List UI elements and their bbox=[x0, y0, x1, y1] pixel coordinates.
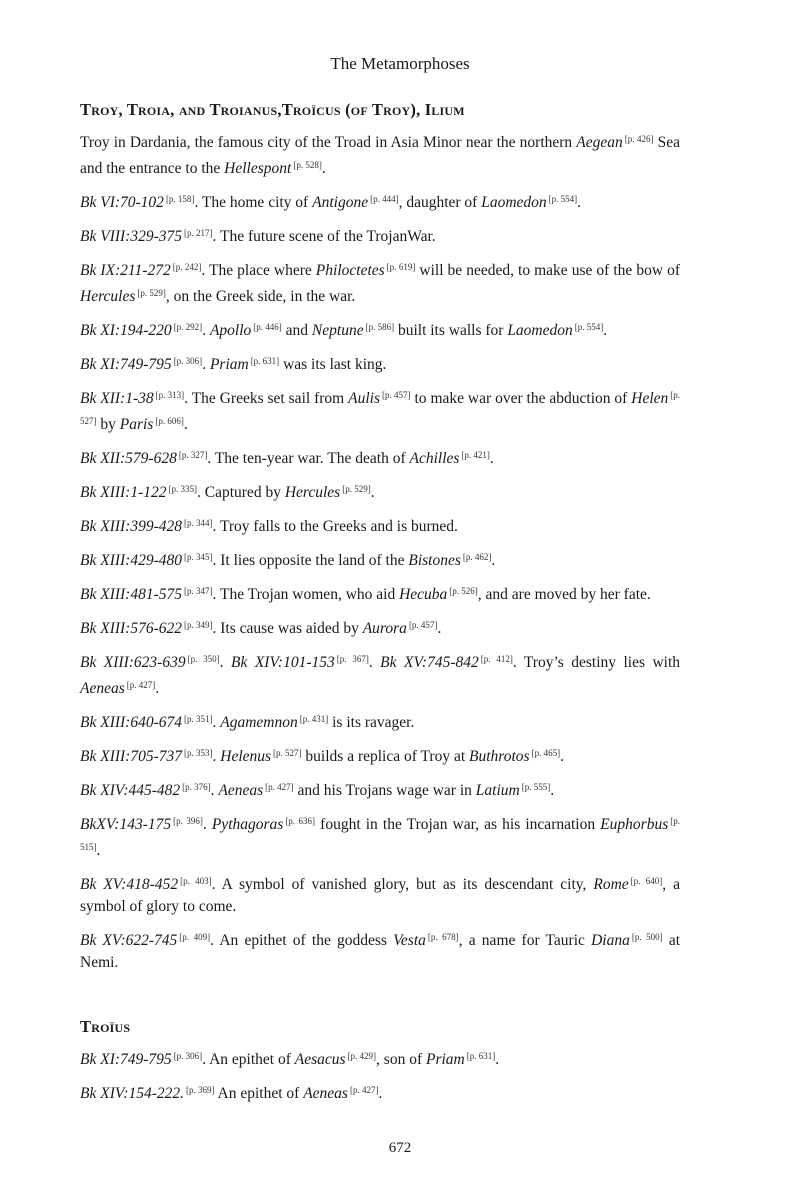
entry-text: builds a replica of Troy at bbox=[301, 748, 470, 765]
page-reference[interactable]: [p. 369] bbox=[186, 1085, 215, 1095]
book-reference-link[interactable]: Bk XIII:429-480 bbox=[80, 552, 182, 569]
entry-text: , daughter of bbox=[398, 194, 482, 211]
page-reference[interactable]: [p. 606] bbox=[155, 416, 184, 426]
entry-paragraph bbox=[80, 222, 680, 248]
page-reference[interactable]: [p. 367] bbox=[336, 654, 369, 664]
cross-reference-link[interactable]: Aesacus bbox=[294, 1051, 346, 1068]
entry-text: . bbox=[489, 450, 494, 467]
entry-text: . The future scene of the TrojanWar. bbox=[212, 228, 436, 245]
page-reference[interactable]: [p. 527] bbox=[80, 390, 681, 426]
entry-paragraph bbox=[80, 1045, 680, 1071]
cross-reference-link[interactable]: Philoctetes bbox=[315, 262, 385, 279]
cross-reference-link[interactable]: Hercules bbox=[80, 288, 136, 305]
entry-text: . bbox=[96, 842, 101, 859]
cross-reference-link[interactable]: Paris bbox=[119, 416, 154, 433]
cross-reference-link[interactable]: Aeneas bbox=[80, 680, 125, 697]
entry-text: . A symbol of vanished glory, but as its descendant city, bbox=[211, 876, 594, 893]
cross-reference-link[interactable]: Buthrotos bbox=[469, 748, 530, 765]
page-reference[interactable]: [p. 403] bbox=[180, 876, 212, 886]
book-reference-link[interactable]: Bk VIII:329-375 bbox=[80, 228, 182, 245]
page-reference[interactable]: [p. 349] bbox=[184, 620, 213, 630]
entry-paragraph bbox=[80, 444, 680, 470]
page-reference[interactable]: [p. 528] bbox=[293, 160, 322, 170]
entry-text: is its ravager. bbox=[328, 714, 415, 731]
entry-paragraph bbox=[80, 1079, 680, 1105]
cross-reference-link[interactable]: Euphorbus bbox=[600, 816, 669, 833]
page-reference[interactable]: [p. 431] bbox=[299, 714, 329, 724]
entry-heading: Troïus bbox=[80, 1017, 131, 1036]
entry-text: . The Trojan women, who aid bbox=[212, 586, 400, 603]
cross-reference-link[interactable]: Pythagoras bbox=[211, 816, 284, 833]
cross-reference-link[interactable]: Aeneas bbox=[303, 1085, 348, 1102]
cross-reference-link[interactable]: Hellespont bbox=[224, 160, 292, 177]
entry-paragraph bbox=[80, 256, 680, 308]
entry-text: . Troy’s destiny lies with bbox=[512, 654, 681, 671]
entry-text: , on the Greek side, in the war. bbox=[165, 288, 356, 305]
cross-reference-link[interactable]: Neptune bbox=[311, 322, 364, 339]
book-reference-link[interactable]: Bk IX:211-272 bbox=[80, 262, 171, 279]
page-reference[interactable]: [p. 313] bbox=[155, 390, 185, 400]
book-reference-link[interactable]: Bk XV:418-452 bbox=[80, 876, 179, 893]
entry-text: . bbox=[212, 748, 221, 765]
book-reference-link[interactable]: Bk XII:1-38 bbox=[80, 390, 154, 407]
entry-paragraph bbox=[80, 810, 680, 862]
entry-text: , a name for Tauric bbox=[458, 932, 592, 949]
page-reference[interactable]: [p. 631] bbox=[250, 356, 280, 366]
page-reference[interactable]: [p. 426] bbox=[624, 134, 654, 144]
entry-paragraph bbox=[80, 384, 680, 436]
book-reference-link[interactable]: Bk XIV:445-482 bbox=[80, 782, 181, 799]
page-reference[interactable]: [p. 678] bbox=[427, 932, 459, 942]
entry-text: . bbox=[212, 714, 221, 731]
page-reference[interactable]: [p. 465] bbox=[531, 748, 561, 758]
entry-text: . bbox=[577, 194, 582, 211]
page-reference[interactable]: [p. 529] bbox=[137, 288, 166, 298]
page-reference[interactable]: [p. 427] bbox=[349, 1085, 379, 1095]
page-number: 672 bbox=[388, 1140, 412, 1156]
cross-reference-link[interactable]: Priam bbox=[426, 1051, 465, 1068]
page-reference[interactable]: [p. 554] bbox=[574, 322, 604, 332]
entry-text: . bbox=[378, 1085, 383, 1102]
cross-reference-link[interactable]: Antigone bbox=[312, 194, 369, 211]
cross-reference-link[interactable]: Bistones bbox=[408, 552, 461, 569]
book-reference-link[interactable]: Bk XIII:623-639 bbox=[80, 654, 186, 671]
cross-reference-link[interactable]: Aulis bbox=[348, 390, 381, 407]
entry-text: Troy in Dardania, the famous city of the Troad in Asia Minor near the northern bbox=[80, 134, 577, 151]
entry-text: . bbox=[495, 1051, 500, 1068]
entry-text: . bbox=[491, 552, 496, 569]
book-reference-link[interactable]: Bk XI:749-795 bbox=[80, 356, 172, 373]
cross-reference-link[interactable]: Hecuba bbox=[399, 586, 448, 603]
cross-reference-link[interactable]: Aeneas bbox=[218, 782, 264, 799]
entry-text: . The home city of bbox=[194, 194, 313, 211]
page-reference[interactable]: [p. 242] bbox=[172, 262, 202, 272]
page-reference[interactable]: [p. 347] bbox=[184, 586, 213, 596]
page-reference[interactable]: [p. 353] bbox=[184, 748, 213, 758]
cross-reference-link[interactable]: Diana bbox=[591, 932, 630, 949]
book-reference-link[interactable]: Bk VI:70-102 bbox=[80, 194, 164, 211]
cross-reference-link[interactable]: Hercules bbox=[284, 484, 341, 501]
entry-paragraph bbox=[80, 350, 680, 376]
entry-text: . Its cause was aided by bbox=[212, 620, 363, 637]
cross-reference-link[interactable]: Laomedon bbox=[481, 194, 547, 211]
entry-text: . The Greeks set sail from bbox=[184, 390, 349, 407]
entry-paragraph bbox=[80, 648, 680, 700]
book-reference-link[interactable]: Bk XI:749-795 bbox=[80, 1051, 172, 1068]
entry-text: , a symbol of glory to come. bbox=[80, 876, 680, 915]
book-reference-link[interactable]: Bk XIII:576-622 bbox=[80, 620, 182, 637]
entry-text: and bbox=[281, 322, 312, 339]
page-reference[interactable]: [p. 529] bbox=[342, 484, 371, 494]
page-reference[interactable]: [p. 619] bbox=[386, 262, 416, 272]
entry-text: . bbox=[202, 816, 212, 833]
page-reference[interactable]: [p. 526] bbox=[449, 586, 478, 596]
entry-text: . An epithet of bbox=[202, 1051, 295, 1068]
page-reference[interactable]: [p. 427] bbox=[265, 782, 294, 792]
entry-text: . The place where bbox=[201, 262, 316, 279]
entry-text: , and are moved by her fate. bbox=[477, 586, 651, 603]
entry-text: . bbox=[183, 416, 188, 433]
page-reference[interactable]: [p. 457] bbox=[382, 390, 411, 400]
book-reference-link[interactable]: Bk XI:194-220 bbox=[80, 322, 172, 339]
entry-text: . bbox=[603, 322, 608, 339]
page-reference[interactable]: [p. 444] bbox=[370, 194, 399, 204]
cross-reference-link[interactable]: Laomedon bbox=[507, 322, 573, 339]
book-reference-link[interactable]: BkXV:143-175 bbox=[80, 816, 172, 833]
cross-reference-link[interactable]: Priam bbox=[209, 356, 249, 373]
entry-text: . Captured by bbox=[197, 484, 285, 501]
cross-reference-link[interactable]: Aurora bbox=[362, 620, 407, 637]
entry-text: will be needed, to make use of the bow of bbox=[415, 262, 681, 279]
page-reference[interactable]: [p. 421] bbox=[461, 450, 490, 460]
page-reference[interactable]: [p. 636] bbox=[285, 816, 316, 826]
entry-paragraph bbox=[80, 580, 680, 606]
page-reference[interactable]: [p. 327] bbox=[178, 450, 208, 460]
entry-text: was its last king. bbox=[279, 356, 387, 373]
entry-text: . bbox=[368, 654, 381, 671]
page-reference[interactable]: [p. 631] bbox=[466, 1051, 496, 1061]
cross-reference-link[interactable]: Latium bbox=[475, 782, 520, 799]
entry-text: . bbox=[155, 680, 160, 697]
cross-reference-link[interactable]: Agamemnon bbox=[220, 714, 298, 731]
page-reference[interactable]: [p. 292] bbox=[173, 322, 203, 332]
cross-reference-link[interactable]: Apollo bbox=[209, 322, 252, 339]
entry-paragraph bbox=[80, 776, 680, 802]
book-reference-link[interactable]: Bk XIII:481-575 bbox=[80, 586, 182, 603]
page-reference[interactable]: [p. 376] bbox=[182, 782, 211, 792]
entry-text: . bbox=[202, 356, 210, 373]
entry-text: . bbox=[550, 782, 555, 799]
cross-reference-link[interactable]: Rome bbox=[593, 876, 629, 893]
page-reference[interactable]: [p. 586] bbox=[365, 322, 395, 332]
entry-paragraph bbox=[80, 188, 680, 214]
entry-text: and his Trojans wage war in bbox=[293, 782, 476, 799]
page-content bbox=[80, 100, 680, 1113]
book-reference-link[interactable]: Bk XV:622-745 bbox=[80, 932, 178, 949]
entry-text: An epithet of bbox=[214, 1085, 304, 1102]
book-reference-link[interactable]: Bk XIV:101-153 bbox=[231, 654, 335, 671]
page-reference[interactable]: [p. 427] bbox=[126, 680, 156, 690]
book-reference-link[interactable]: Bk XIII:399-428 bbox=[80, 518, 182, 535]
entry-text: , son of bbox=[376, 1051, 426, 1068]
book-reference-link[interactable]: Bk XV:745-842 bbox=[380, 654, 479, 671]
page-reference[interactable]: [p. 462] bbox=[462, 552, 492, 562]
entry-text: . It lies opposite the land of the bbox=[212, 552, 409, 569]
page-reference[interactable]: [p. 335] bbox=[168, 484, 197, 494]
page-reference[interactable]: [p. 640] bbox=[630, 876, 663, 886]
page-reference[interactable]: [p. 306] bbox=[173, 1051, 203, 1061]
entry-text: at Nemi. bbox=[80, 932, 681, 971]
page-reference[interactable]: [p. 555] bbox=[521, 782, 551, 792]
page-reference[interactable]: [p. 344] bbox=[184, 518, 213, 528]
running-head: The Metamorphoses bbox=[330, 54, 470, 73]
entry-paragraph bbox=[80, 708, 680, 734]
page-reference[interactable]: [p. 515] bbox=[80, 816, 680, 852]
page-reference[interactable]: [p. 429] bbox=[347, 1051, 377, 1061]
page-reference[interactable]: [p. 217] bbox=[184, 228, 213, 238]
entry-text: by bbox=[96, 416, 120, 433]
book-reference-link[interactable]: Bk XIII:1-122 bbox=[80, 484, 167, 501]
entry-paragraph bbox=[80, 926, 680, 974]
entry-heading: Troy, Troia, and Troianus,Troïcus (of Troy), Ilium bbox=[80, 100, 465, 119]
entry-text: built its walls for bbox=[394, 322, 508, 339]
entry-paragraph bbox=[80, 614, 680, 640]
book-reference-link[interactable]: Bk XIV:154-222. bbox=[80, 1085, 185, 1102]
entry-text: fought in the Trojan war, as his incarnation bbox=[315, 816, 601, 833]
entry-text: . bbox=[437, 620, 442, 637]
entry-text: to make war over the abduction of bbox=[410, 390, 632, 407]
page-reference[interactable]: [p. 306] bbox=[173, 356, 203, 366]
cross-reference-link[interactable]: Helenus bbox=[220, 748, 272, 765]
entry-paragraph bbox=[80, 316, 680, 342]
cross-reference-link[interactable]: Aegean bbox=[576, 134, 623, 151]
entry-paragraph bbox=[80, 870, 680, 918]
entry-text: . bbox=[210, 782, 219, 799]
entry-text: . An epithet of the goddess bbox=[210, 932, 394, 949]
book-reference-link[interactable]: Bk XIII:640-674 bbox=[80, 714, 182, 731]
page-reference[interactable]: [p. 396] bbox=[173, 816, 203, 826]
page-reference[interactable]: [p. 554] bbox=[548, 194, 578, 204]
page-reference[interactable]: [p. 446] bbox=[253, 322, 282, 332]
cross-reference-link[interactable]: Achilles bbox=[409, 450, 460, 467]
page-reference[interactable]: [p. 158] bbox=[165, 194, 195, 204]
page-reference[interactable]: [p. 412] bbox=[480, 654, 513, 664]
page-reference[interactable]: [p. 527] bbox=[273, 748, 302, 758]
entry-paragraph bbox=[80, 478, 680, 504]
page-reference[interactable]: [p. 345] bbox=[184, 552, 213, 562]
book-reference-link[interactable]: Bk XIII:705-737 bbox=[80, 748, 182, 765]
page-reference[interactable]: [p. 350] bbox=[187, 654, 220, 664]
page-reference[interactable]: [p. 500] bbox=[631, 932, 663, 942]
entry-text: . bbox=[560, 748, 564, 765]
entry-paragraph bbox=[80, 512, 680, 538]
entry-text: . Troy falls to the Greeks and is burned. bbox=[212, 518, 458, 535]
entry-text: . The ten-year war. The death of bbox=[207, 450, 410, 467]
entry-paragraph bbox=[80, 742, 680, 768]
page-reference[interactable]: [p. 409] bbox=[179, 932, 211, 942]
cross-reference-link[interactable]: Vesta bbox=[393, 932, 426, 949]
cross-reference-link[interactable]: Helen bbox=[631, 390, 669, 407]
page-reference[interactable]: [p. 457] bbox=[408, 620, 438, 630]
entry-text: . bbox=[202, 322, 210, 339]
entry-text: Sea and the entrance to the bbox=[80, 134, 680, 177]
entry-text: . bbox=[321, 160, 326, 177]
entry-paragraph bbox=[80, 128, 680, 180]
entry-paragraph bbox=[80, 546, 680, 572]
entry-text: . bbox=[219, 654, 232, 671]
page-reference[interactable]: [p. 351] bbox=[184, 714, 213, 724]
entry-text: . bbox=[370, 484, 375, 501]
book-reference-link[interactable]: Bk XII:579-628 bbox=[80, 450, 177, 467]
